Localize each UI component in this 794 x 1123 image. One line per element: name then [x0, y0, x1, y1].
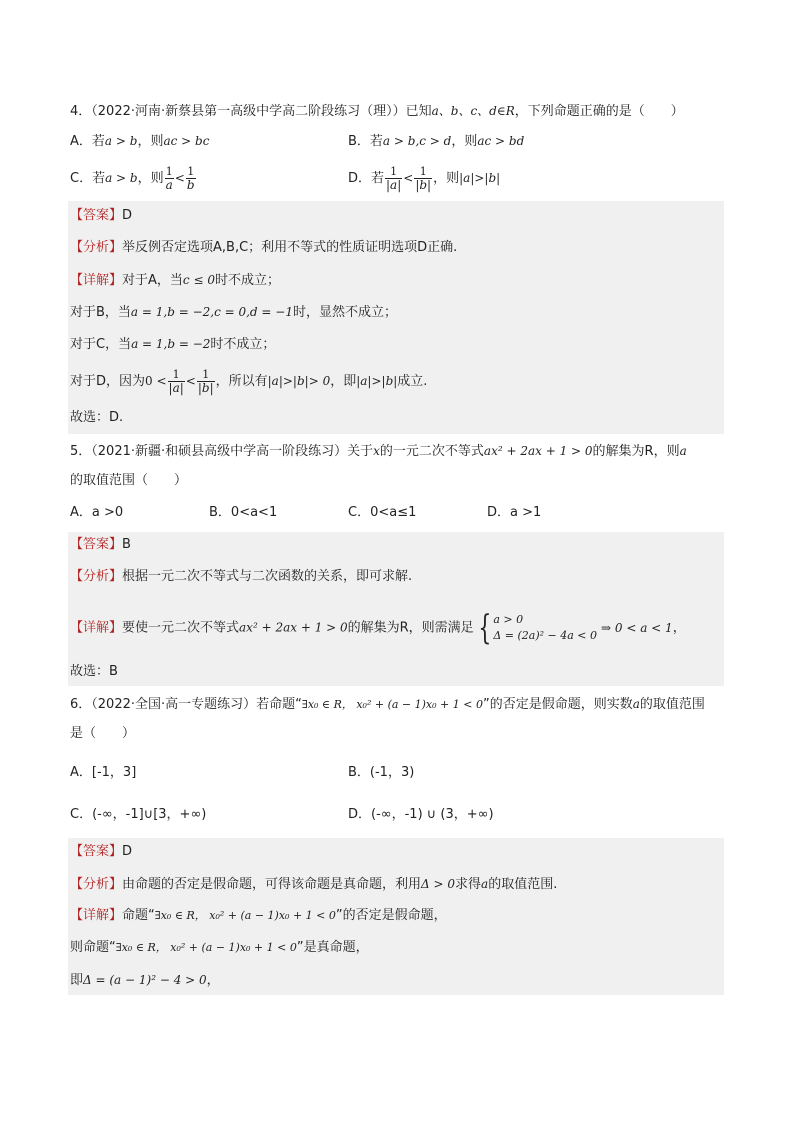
left-brace: { [478, 608, 491, 648]
q5-option-c: C．0<a≤1 [348, 505, 417, 520]
q4-option-c: C．若a > b，则 $\frac{1}{a}$ < $\frac{1}{b}$ [70, 165, 195, 192]
q6-answer: 【答案】D [70, 844, 133, 859]
q4-option-d: D．若 $\frac{1}{|a|}$ < $\frac{1}{|b|}$ ，则|a|>|b| [348, 165, 501, 192]
inequality-system: a > 0 Δ = (2a)² − 4a < 0 [493, 613, 598, 642]
q5-analysis: 【分析】根据一元二次不等式与二次函数的关系，即可求解. [70, 569, 413, 584]
q5-conclusion: 故选：B [70, 664, 118, 679]
q5-stem-line2: 的取值范围（ ） [70, 473, 188, 488]
q6-detail-2: 则命题“∃x₀ ∈ R， x₀² + (a − 1)x₀ + 1 < 0”是真命题， [70, 940, 369, 955]
q5-option-a: A．a >0 [70, 505, 124, 520]
q4-answer: 【答案】D [70, 208, 133, 223]
fraction: $\frac{1}{a}$ [165, 165, 173, 192]
q4-analysis: 【分析】举反例否定选项A,B,C；利用不等式的性质证明选项D正确. [70, 240, 458, 255]
q5-answer: 【答案】B [70, 537, 131, 552]
fraction: $\frac{1}{b}$ [186, 165, 195, 192]
q4-detail-4: 对于D，因为0 < $\frac{1}{|a|}$ < $\frac{1}{|b|}$ ，所以有|a|>|b|> 0，即|a|>|b|成立. [70, 368, 428, 395]
q6-option-b: B．(-1，3) [348, 765, 415, 780]
q6-detail-3: 即Δ = (a − 1)² − 4 > 0， [70, 973, 220, 988]
q5-option-b: B．0<a<1 [209, 505, 278, 520]
q5-solution-box [68, 532, 724, 686]
q6-option-c: C．(-∞，-1]∪[3，+∞) [70, 807, 207, 822]
q6-option-a: A．[-1，3] [70, 765, 137, 780]
q4-option-b: B．若a > b,c > d，则ac > bd [348, 134, 525, 149]
fraction: $\frac{1}{|a|}$ [168, 368, 184, 395]
q6-analysis: 【分析】由命题的否定是假命题，可得该命题是真命题，利用Δ > 0求得a的取值范围. [70, 877, 558, 892]
q5-option-d: D．a >1 [487, 505, 542, 520]
q6-stem-line2: 是（ ） [70, 726, 136, 741]
q5-stem: 5．（2021·新疆·和硕县高级中学高一阶段练习）关于x的一元二次不等式ax² + 2ax + 1 > 0的解集为R，则a [70, 444, 687, 459]
q4-conclusion: 故选：D. [70, 410, 124, 425]
q5-detail: 【详解】要使一元二次不等式ax² + 2ax + 1 > 0的解集为R，则需满足 { a > 0 Δ = (2a)² − 4a < 0 ⇒ 0 < a < 1， [70, 608, 686, 648]
fraction: $\frac{1}{|b|}$ [197, 368, 214, 395]
fraction: $\frac{1}{|b|}$ [415, 165, 432, 192]
q6-detail-1: 【详解】命题“∃x₀ ∈ R， x₀² + (a − 1)x₀ + 1 < 0”的否定是假命题， [70, 908, 447, 923]
q4-detail-1: 【详解】对于A，当c ≤ 0时不成立； [70, 273, 280, 288]
q4-stem: 4．（2022·河南·新蔡县第一高级中学高二阶段练习（理））已知a、b、c、d∈R，下列命题正确的是（ ） [70, 104, 684, 119]
q4-detail-2: 对于B，当a = 1,b = −2,c = 0,d = −1时，显然不成立； [70, 305, 398, 320]
q4-detail-3: 对于C，当a = 1,b = −2时不成立； [70, 337, 276, 352]
q6-stem: 6．（2022·全国·高一专题练习）若命题“∃x₀ ∈ R， x₀² + (a − 1)x₀ + 1 < 0”的否定是假命题，则实数a的取值范围 [70, 697, 705, 712]
q4-option-a: A．若a > b，则ac > bc [70, 134, 210, 149]
fraction: $\frac{1}{|a|}$ [386, 165, 402, 192]
q6-option-d: D．(-∞，-1) ∪ (3，+∞) [348, 807, 494, 822]
